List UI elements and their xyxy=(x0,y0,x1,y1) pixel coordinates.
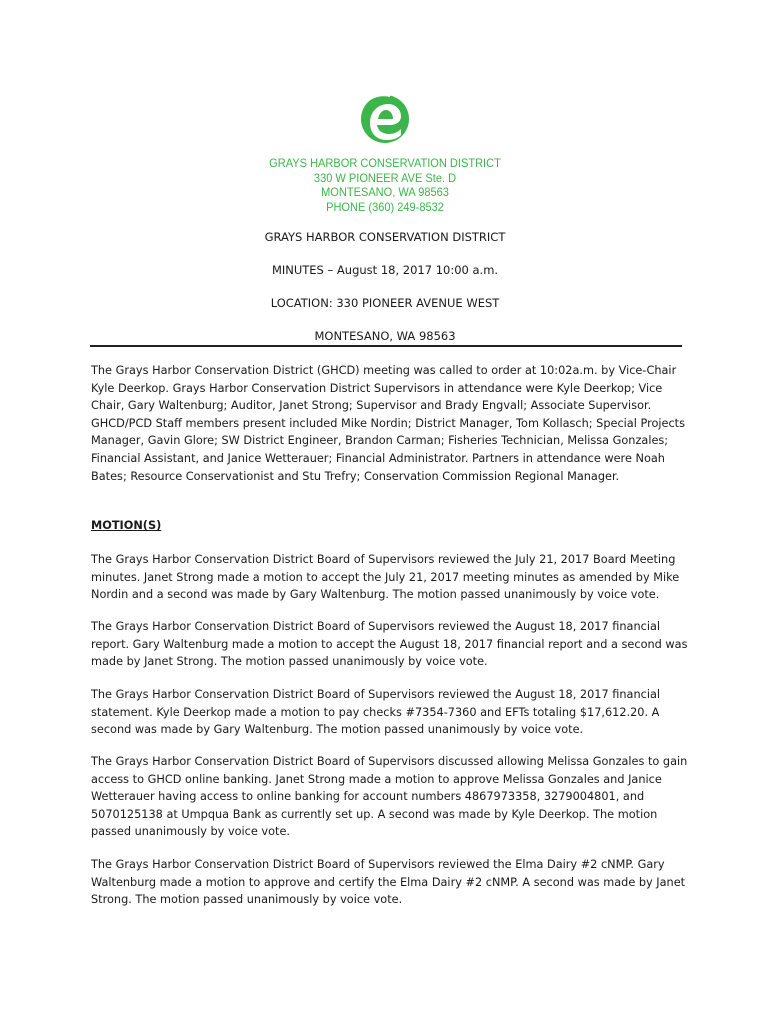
motion-paragraph: The Grays Harbor Conservation District Board of Supervisors reviewed the Elma Dairy #2 cNMP. Gary Waltenburg made a motion to approve and certify the Elma Dairy #2 cNMP. A second was made by Janet Strong. The motion passed unanimously by voice vote. xyxy=(91,858,686,907)
header-divider xyxy=(90,345,682,347)
intro-paragraph: The Grays Harbor Conservation District (GHCD) meeting was called to order at 10:02a.m. by Vice-Chair Kyle Deerkop. Grays Harbor Conservation District Supervisors in attendance were Kyle Deerkop; Vice Chair, Gary Waltenburg; Auditor, Janet Strong; Supervisor and Brady Engvall; Associate Supervisor. GHCD/PCD Staff members present included Mike Nordin; District Manager, Tom Kollasch; Special Projects Manager, Gavin Glore; SW District Engineer, Brandon Carman; Fisheries Technician, Melissa Gonzales; Financial Assistant, and Janice Wetterauer; Financial Administrator. Partners in attendance were Noah Bates; Resource Conservationist and Stu Trefry; Conservation Commission Regional Manager. xyxy=(91,364,685,483)
letterhead-city: MONTESANO, WA 98563 xyxy=(321,185,449,199)
letterhead-org: GRAYS HARBOR CONSERVATION DISTRICT xyxy=(269,156,501,170)
motion-paragraph: The Grays Harbor Conservation District Board of Supervisors reviewed the August 18, 2017 financial report. Gary Waltenburg made a motion to accept the August 18, 2017 financial report and a second was made by Janet Strong. The motion passed unanimously by voice vote. xyxy=(91,620,688,669)
minutes-date: MINUTES – August 18, 2017 10:00 a.m. xyxy=(271,263,499,277)
motions-heading: MOTION(S) xyxy=(91,519,162,532)
ghcd-logo-icon xyxy=(360,94,410,144)
meeting-location: LOCATION: 330 PIONEER AVENUE WEST xyxy=(270,296,500,310)
meeting-city: MONTESANO, WA 98563 xyxy=(314,329,456,343)
document-title: GRAYS HARBOR CONSERVATION DISTRICT xyxy=(264,230,506,244)
motion-paragraph: The Grays Harbor Conservation District Board of Supervisors reviewed the August 18, 2017 financial statement. Kyle Deerkop made a motion to pay checks #7354-7360 and EFTs totaling $17,612.20. A second was made by Gary Waltenburg. The motion passed unanimously by voice vote. xyxy=(91,688,661,737)
letterhead xyxy=(31,156,739,214)
motion-paragraph: The Grays Harbor Conservation District Board of Supervisors discussed allowing Melissa Gonzales to gain access to GHCD online banking. Janet Strong made a motion to approve Melissa Gonzales and Janice Wetterauer having access to online banking for account numbers 4867973358, 3279004801, and 5070125138 at Umpqua Bank as currently set up. A second was made by Kyle Deerkop. The motion passed unanimously by voice vote. xyxy=(91,755,688,839)
letterhead-street: 330 W PIONEER AVE Ste. D xyxy=(313,170,457,185)
letterhead-phone: PHONE (360) 249-8532 xyxy=(326,199,444,214)
motion-paragraph: The Grays Harbor Conservation District Board of Supervisors reviewed the July 21, 2017 Board Meeting minutes. Janet Strong made a motion to accept the July 21, 2017 meeting minutes as amended by Mike Nordin and a second was made by Gary Waltenburg. The motion passed unanimously by voice vote. xyxy=(91,553,680,602)
